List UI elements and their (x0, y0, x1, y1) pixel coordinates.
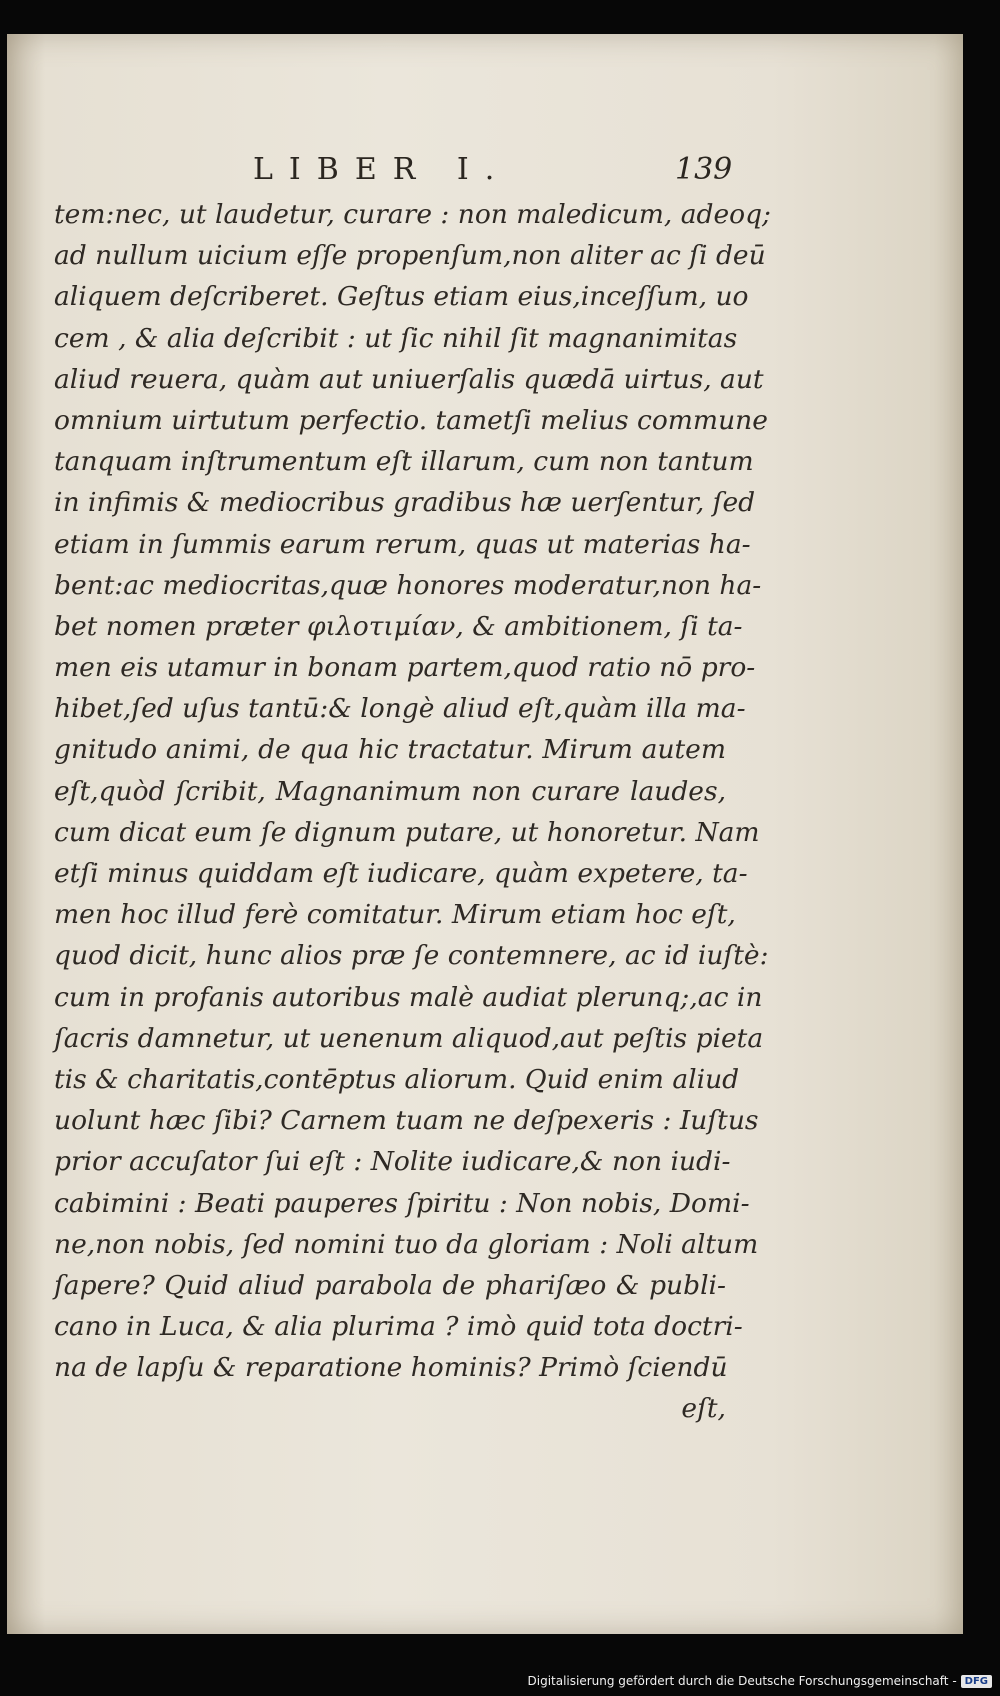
text-line: aliquem deſcriberet. Geſtus etiam eius,inceſſum, uo (54, 281, 749, 313)
text-line: uolunt hæc ſibi? Carnem tuam ne deſpexeris : Iuſtus (54, 1105, 759, 1137)
dfg-logo-icon: DFG (961, 1675, 992, 1688)
text-line: gnitudo animi, de qua hic tractatur. Mirum autem (54, 734, 726, 766)
text-line: eſt,quòd ſcribit, Magnanimum non curare laudes, (54, 775, 726, 807)
text-line: in infimis & mediocribus gradibus hæ uerſentur, ſed (54, 487, 756, 519)
text-line: ſapere? Quid aliud parabola de phariſæo & publi- (54, 1269, 726, 1301)
text-line: prior accuſator ſui eſt : Nolite iudicare,& non iudi- (54, 1146, 731, 1178)
text-line: omnium uirtutum perfectio. tametſi melius commune (54, 404, 768, 436)
text-line: na de lapſu & reparatione hominis? Primò ſciendū (54, 1352, 728, 1384)
page-number: 139 (675, 152, 733, 187)
text-line: cano in Luca, & alia plurima ? imò quid tota doctri- (54, 1311, 743, 1343)
text-line: men hoc illud ferè comitatur. Mirum etiam hoc eſt, (54, 899, 736, 931)
text-line: bent:ac mediocritas,quæ honores moderatur,non ha- (54, 569, 762, 601)
text-line: men eis utamur in bonam partem,quod ratio nō pro- (54, 652, 756, 684)
text-line: cabimini : Beati pauperes ſpiritu : Non nobis, Domi- (54, 1187, 750, 1219)
text-line: tem:nec, ut laudetur, curare : non maledicum, adeoq; (54, 199, 771, 230)
catchword: eſt, (681, 1393, 726, 1425)
funding-credit: Digitalisierung gefördert durch die Deutsche Forschungsgemeinschaft - (527, 1674, 957, 1688)
text-line: tis & charitatis,contēptus aliorum. Quid enim aliud (54, 1063, 740, 1095)
text-line: quod dicit, hunc alios præ ſe contemnere, ac id iuſtè: (54, 940, 769, 972)
text-line: ne,non nobis, ſed nomini tuo da gloriam : Noli altum (54, 1228, 759, 1260)
page-header (7, 152, 963, 192)
text-line: bet nomen præter φιλοτιμίαν, & ambitionem, ſi ta- (54, 610, 743, 642)
book-page (7, 34, 963, 1634)
text-line: ad nullum uicium eſſe propenſum,non aliter ac ſi deū (54, 240, 766, 272)
text-line: etſi minus quiddam eſt iudicare, quàm expetere, ta- (54, 858, 748, 889)
text-line: etiam in ſummis earum rerum, quas ut materias ha- (54, 528, 751, 560)
text-line: hibet,ſed uſus tantū:& longè aliud eſt,quàm illa ma- (54, 693, 746, 725)
running-title: LIBER I. (253, 152, 511, 187)
text-line: aliud reuera, quàm aut uniuerſalis quædā uirtus, aut (54, 363, 764, 395)
text-line: cum in profanis autoribus malè audiat plerunq;,ac in (54, 981, 763, 1013)
text-line: ſacris damnetur, ut uenenum aliquod,aut peſtis pieta (54, 1022, 764, 1054)
text-line: cem , & alia deſcribit : ut ſic nihil ſit magnanimitas (54, 322, 738, 354)
text-line: tanquam inſtrumentum eſt illarum, cum non tantum (54, 446, 754, 478)
body-text (54, 194, 771, 1430)
digitization-footer (528, 1670, 993, 1692)
text-line: cum dicat eum ſe dignum putare, ut honoretur. Nam (54, 816, 760, 848)
